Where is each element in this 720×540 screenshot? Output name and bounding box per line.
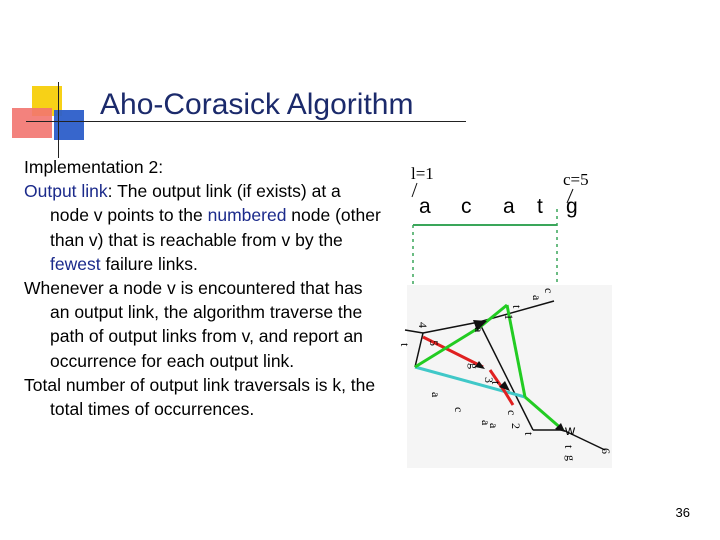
w-label: w: [565, 422, 576, 438]
edge-label-t3: t: [562, 445, 576, 449]
edge-label-t1: t: [398, 343, 412, 347]
l-label: l=1: [411, 164, 434, 183]
edge-label-c2: c: [542, 288, 556, 294]
node-label-1: 1: [502, 314, 516, 320]
l-pointer: [412, 183, 417, 197]
traversal-paragraph: Whenever a node v is encountered that has an output link, the algorithm traverse the path of output links from v, and report an occurrence for each output link.: [24, 278, 363, 371]
node-word: node (: [286, 205, 341, 226]
text-char-a2: a: [503, 195, 515, 218]
edge-label-c3: c: [505, 410, 519, 416]
implementation-heading: Implementation 2:: [24, 157, 164, 177]
output-link-term: Output link: [24, 181, 108, 202]
edge-label-t4: t: [489, 381, 503, 385]
text-char-g: g: [566, 195, 578, 218]
text-char-a1: a: [419, 195, 431, 218]
c-label: c=5: [563, 170, 589, 189]
edge-label-a3: a: [530, 295, 544, 301]
page-number: 36: [675, 505, 690, 520]
output-link-paragraph: [24, 179, 384, 276]
node-label-4: 4: [416, 322, 430, 328]
edge-label-g2: g: [564, 455, 578, 461]
node-label-5: 5: [427, 340, 441, 346]
fewest-word: fewest: [50, 253, 101, 274]
edge-label-t5: t: [522, 432, 536, 436]
body-text: [24, 155, 384, 421]
edge-label-c1: c: [452, 407, 466, 413]
edge-label-a4: a: [472, 327, 486, 333]
trie-diagram: [395, 155, 620, 475]
edge-label-a2: a: [479, 420, 493, 426]
text-char-t: t: [537, 195, 543, 218]
numbered-word: numbered: [207, 205, 287, 226]
edge-label-a5: a: [487, 423, 501, 429]
node-label-6: 6: [599, 448, 613, 454]
edge-label-t2: t: [510, 305, 524, 309]
edge-label-g1: g: [467, 363, 481, 369]
edge-label-a1: a: [429, 392, 443, 398]
output-link-def-1: : The output link (if exists) at a node v points to the: [50, 181, 341, 226]
node-label-3: 3: [482, 377, 496, 383]
text-char-c: c: [461, 195, 472, 218]
total-paragraph: Total number of output link traversals is k, the total times of occurrences.: [24, 374, 376, 420]
node-label-2: 2: [509, 423, 523, 429]
failure-links-text: failure links.: [100, 253, 198, 274]
slide-title: Aho-Corasick Algorithm: [100, 88, 414, 121]
logo-red-square: [12, 108, 52, 138]
other-than-text: other than v) that is reachable from v by the: [50, 205, 381, 250]
logo-vertical-line: [58, 82, 59, 158]
